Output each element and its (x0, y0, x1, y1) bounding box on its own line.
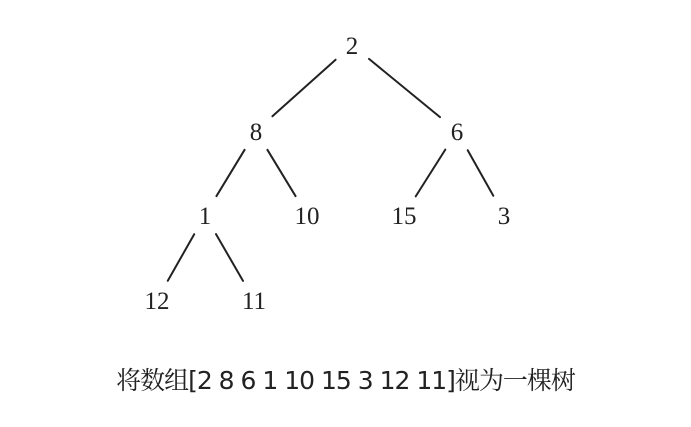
tree-node (451, 119, 464, 146)
tree-node-label: 8 (249, 119, 263, 146)
tree-node (295, 203, 320, 230)
tree-node-label: 11 (241, 288, 267, 315)
tree-node (250, 119, 263, 146)
tree-edge (272, 60, 335, 117)
caption: 将数组[2 8 6 1 10 15 3 12 11]视为一棵树 (116, 366, 575, 395)
tree-node (346, 33, 359, 60)
tree-edge (267, 150, 295, 196)
tree-node (242, 288, 266, 315)
tree-node-label: 15 (391, 203, 417, 230)
tree-node-label: 10 (294, 203, 320, 230)
tree-edge (216, 234, 243, 281)
tree-node-label: 6 (450, 119, 464, 146)
tree-edge (468, 150, 494, 196)
tree-node (392, 203, 417, 230)
tree-node (498, 203, 511, 230)
tree-edge (216, 150, 244, 196)
tree-node-label: 12 (144, 288, 170, 315)
tree-edge (369, 59, 440, 117)
tree-node (199, 203, 212, 230)
tree-node (145, 288, 170, 315)
tree-edge (168, 234, 194, 281)
tree-nodes (145, 33, 511, 315)
tree-edge (416, 150, 446, 197)
tree-edges (168, 59, 494, 281)
tree-node-label: 3 (497, 203, 511, 230)
tree-node-label: 2 (345, 33, 359, 60)
tree-node-label: 1 (198, 203, 212, 230)
